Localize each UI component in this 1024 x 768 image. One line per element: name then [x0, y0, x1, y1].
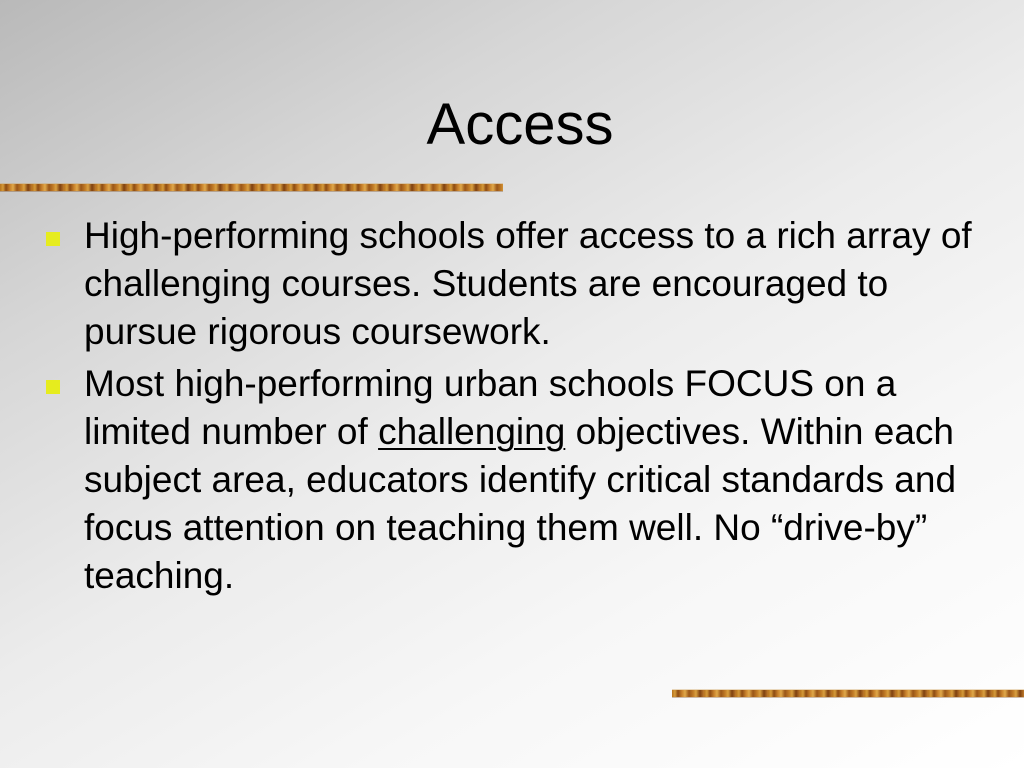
- bullet-text: High-performing schools offer access to a rich array of challenging courses. Students are encouraged to pursue rigorous coursework.: [84, 215, 972, 352]
- bullet-item: [42, 212, 982, 356]
- bullet-square-icon: [46, 380, 60, 394]
- bullet-text-before: Most high-performing urban schools FOCUS on a limited number of: [84, 363, 897, 452]
- bullet-item: [42, 360, 982, 600]
- bullet-square-icon: [46, 232, 60, 246]
- bullet-text: [84, 363, 956, 596]
- slide-title: Access: [426, 92, 614, 157]
- bullet-list: [42, 212, 982, 604]
- bullet-text-after: objectives. Within each subject area, educators identify critical standards and focus attention on teaching them well. No “drive-by” teaching.: [84, 411, 957, 596]
- title-divider-rule: [0, 184, 503, 191]
- footer-divider-rule: [672, 690, 1024, 697]
- underlined-word: challenging: [378, 411, 566, 452]
